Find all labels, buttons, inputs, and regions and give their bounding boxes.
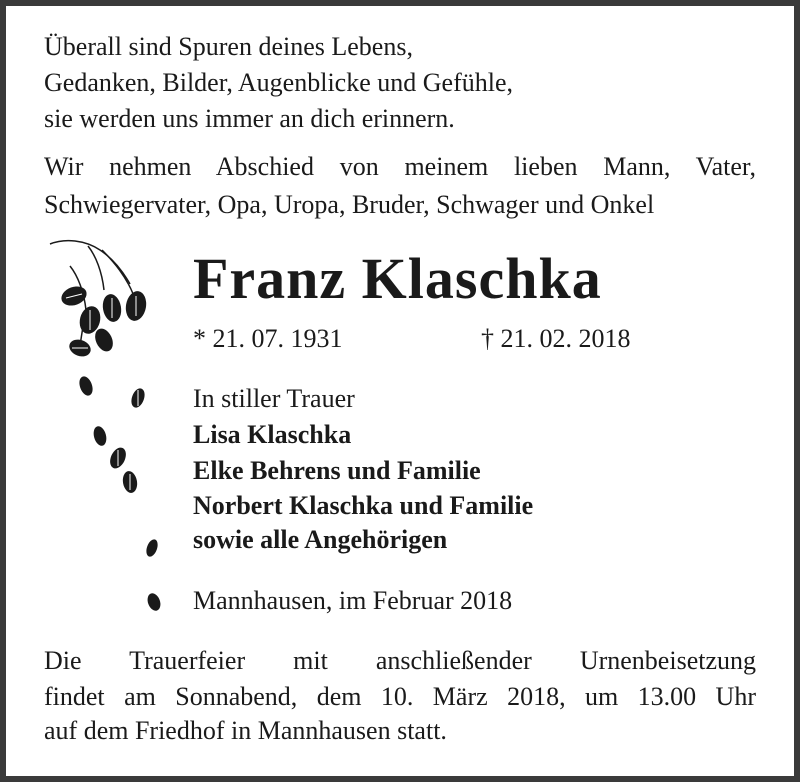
mourner-name: sowie alle Angehörigen	[193, 525, 448, 554]
intro-line-2: Gedanken, Bilder, Augenblicke und Gefühle,	[44, 68, 513, 97]
deceased-name: Franz Klaschka	[193, 246, 602, 311]
farewell-line-2: Schwiegervater, Opa, Uropa, Bruder, Schwager und Onkel	[44, 190, 655, 219]
mourner-name: Lisa Klaschka	[193, 420, 352, 449]
birth-date: * 21. 07. 1931	[193, 324, 343, 353]
death-date: † 21. 02. 2018	[481, 324, 631, 353]
place-date: Mannhausen, im Februar 2018	[193, 586, 513, 615]
intro-line-3: sie werden uns immer an dich erinnern.	[44, 104, 455, 133]
ceremony-line-3: auf dem Friedhof in Mannhausen statt.	[44, 716, 447, 745]
ceremony-line-1: Die Trauerfeier mit anschließender Urnenbeisetzung	[44, 646, 756, 675]
intro-line-1: Überall sind Spuren deines Lebens,	[44, 32, 413, 61]
falling-leaves-icon	[40, 236, 170, 626]
farewell-line-1: Wir nehmen Abschied von meinem lieben Mann, Vater,	[44, 152, 756, 181]
mourner-name: Elke Behrens und Familie	[193, 456, 481, 485]
mourner-name: Norbert Klaschka und Familie	[193, 491, 534, 520]
ceremony-line-2: findet am Sonnabend, dem 10. März 2018, um 13.00 Uhr	[44, 682, 756, 711]
mourners-heading: In stiller Trauer	[193, 384, 355, 413]
